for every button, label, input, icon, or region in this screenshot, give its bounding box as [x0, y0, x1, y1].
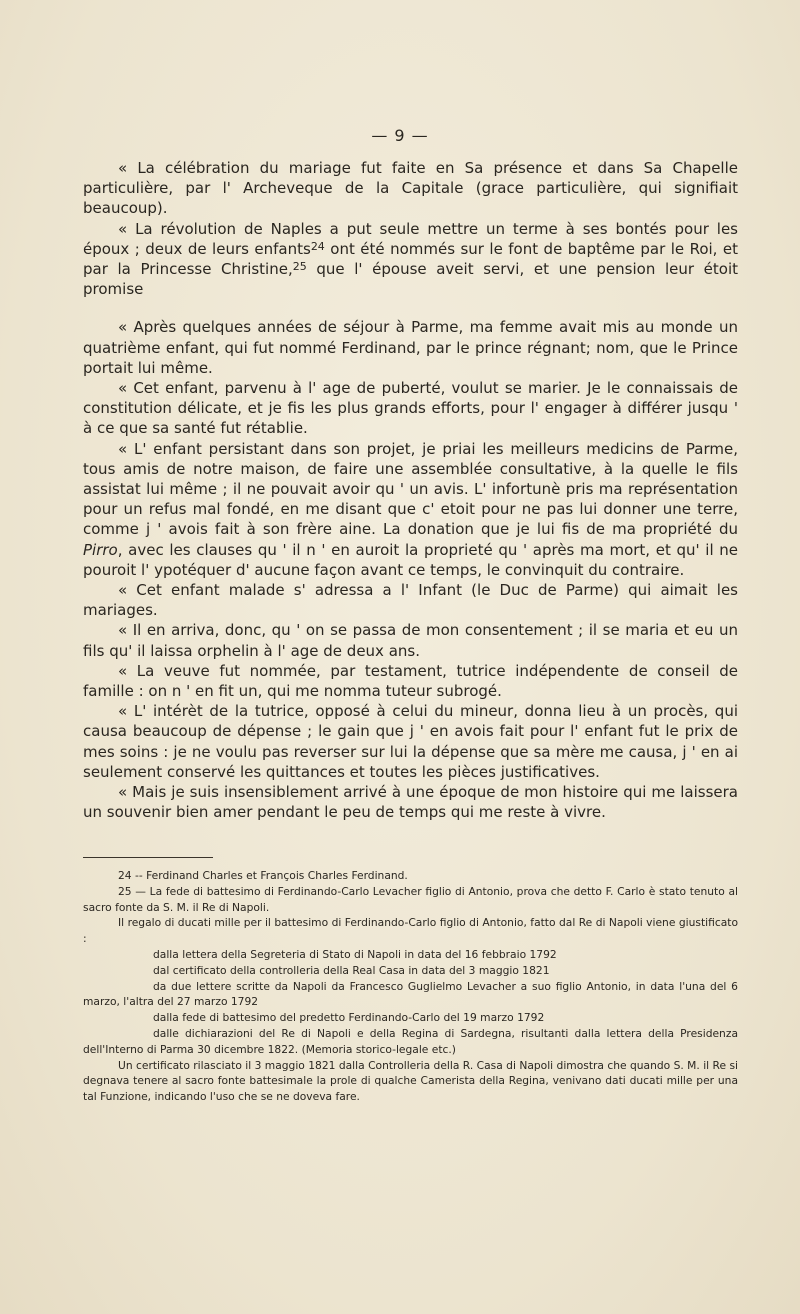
- footnote: da due lettere scritte da Napoli da Francesco Guglielmo Levacher a suo figlio Antonio, in data l'una del 6 marzo, l'altra del 27 marzo 1792: [83, 979, 738, 1009]
- footnotes: [83, 868, 738, 1105]
- footnote: dalla lettera della Segreteria di Stato di Napoli in data del 16 febbraio 1792: [153, 947, 557, 961]
- italic-term: Pirro: [83, 540, 118, 559]
- footnote: dal certificato della controlleria della Real Casa in data del 3 maggio 1821: [153, 963, 550, 977]
- page-number: — 9 —: [371, 126, 429, 145]
- paragraph: « L' enfant persistant dans son projet, je priai les meilleurs medicins de Parme, tous amis de notre maison, de faire une assemblée consultative, à la quelle le fils assistat lui même ; il ne pouvait avoir qu ' un avis. L' infortunè pris ma représentation pour un refus mal fondé, en me disant que c' etoit pour ne pas lui donner une terre, comme j ' avois fait à son frère aine. La donation que je lui fis de ma propriété du Pirro, avec les clauses qu ' il n ' en auroit la proprieté qu ' après ma mort, et qu' il ne pouroit l' ypotéquer d' aucune façon avant ce temps, le convinquit du contraire.: [83, 439, 738, 579]
- paragraph: « La veuve fut nommée, par testament, tutrice indépendente de conseil de famille : on n ' en fit un, qui me nomma tuteur subrogé.: [83, 661, 738, 701]
- footnote: 24 -- Ferdinand Charles et François Charles Ferdinand.: [118, 869, 408, 882]
- footnote-divider: [83, 857, 213, 858]
- paragraph: « Cet enfant malade s' adressa a l' Infant (le Duc de Parme) qui aimait les mariages.: [83, 581, 738, 620]
- footnote: 25 — La fede di battesimo di Ferdinando-Carlo Levacher figlio di Antonio, prova che detto F. Carlo è stato tenuto al sacro fonte da S. M. il Re di Napoli.: [83, 884, 738, 914]
- footnote: Un certificato rilasciato il 3 maggio 1821 dalla Controlleria della R. Casa di Napoli dimostra che quando S. M. il Re si degnava tenere al sacro fonte battesimale la prole di qualche Camerista della Regina, venivano dati ducati mille per una tal Funzione, indicando l'uso che se ne doveva fare.: [83, 1058, 738, 1104]
- paragraph: « L' intérèt de la tutrice, opposé à celui du mineur, donna lieu à un procès, qui causa beaucoup de dépense ; le gain que j ' en avois fait pour l' enfant fut le prix de mes soins : je ne voulu pas reverser sur lui la dépense que sa mère me causa, j ' en ai seulement conservé les quittances et toutes les pièces justificatives.: [83, 702, 738, 781]
- footnote-ref: 25: [292, 260, 307, 274]
- paragraph: « La célébration du mariage fut faite en Sa présence et dans Sa Chapelle particulière, par l' Archeveque de la Capitale (grace particulière, qui signifiait beaucoup).: [83, 159, 738, 218]
- footnote: dalle dichiarazioni del Re di Napoli e della Regina di Sardegna, risultanti dalla lettera della Presidenza dell'Interno di Parma 30 dicembre 1822. (Memoria storico-legale etc.): [83, 1026, 738, 1056]
- paragraph: « Après quelques années de séjour à Parme, ma femme avait mis au monde un quatrième enfant, qui fut nommé Ferdinand, par le prince régnant; nom, que le Prince portait lui même.: [83, 318, 738, 377]
- paragraph: « La révolution de Naples a put seule mettre un terme à ses bontés pour les époux ; deux de leurs enfants$^{24}$ ont été nommés sur le font de baptême par le Roi, et par la Princesse Christine,$^{25}$ que l' épouse aveit servi, et une pension leur étoit promise: [83, 219, 738, 299]
- paragraph: « Il en arriva, donc, qu ' on se passa de mon consentement ; il se maria et eu un fils qu' il laissa orphelin à l' age de deux ans.: [83, 621, 738, 660]
- paragraph: « Mais je suis insensiblement arrivé à une époque de mon histoire qui me laissera un souvenir bien amer pendant le peu de temps qui me reste à vivre.: [83, 783, 738, 822]
- footnote: dalla fede di battesimo del predetto Ferdinando-Carlo del 19 marzo 1792: [153, 1011, 545, 1025]
- footnote-ref: 24: [310, 239, 325, 253]
- paragraph: « Cet enfant, parvenu à l' age de puberté, voulut se marier. Je le connaissais de constitution délicate, et je fis les plus grands efforts, pour l' engager à différer jusqu ' à ce que sa santé fut rétablie.: [83, 379, 738, 438]
- footnote: Il regalo di ducati mille per il battesimo di Ferdinando-Carlo figlio di Antonio, fatto dal Re di Napoli viene giustificato :: [83, 916, 738, 946]
- body-text: [83, 158, 738, 823]
